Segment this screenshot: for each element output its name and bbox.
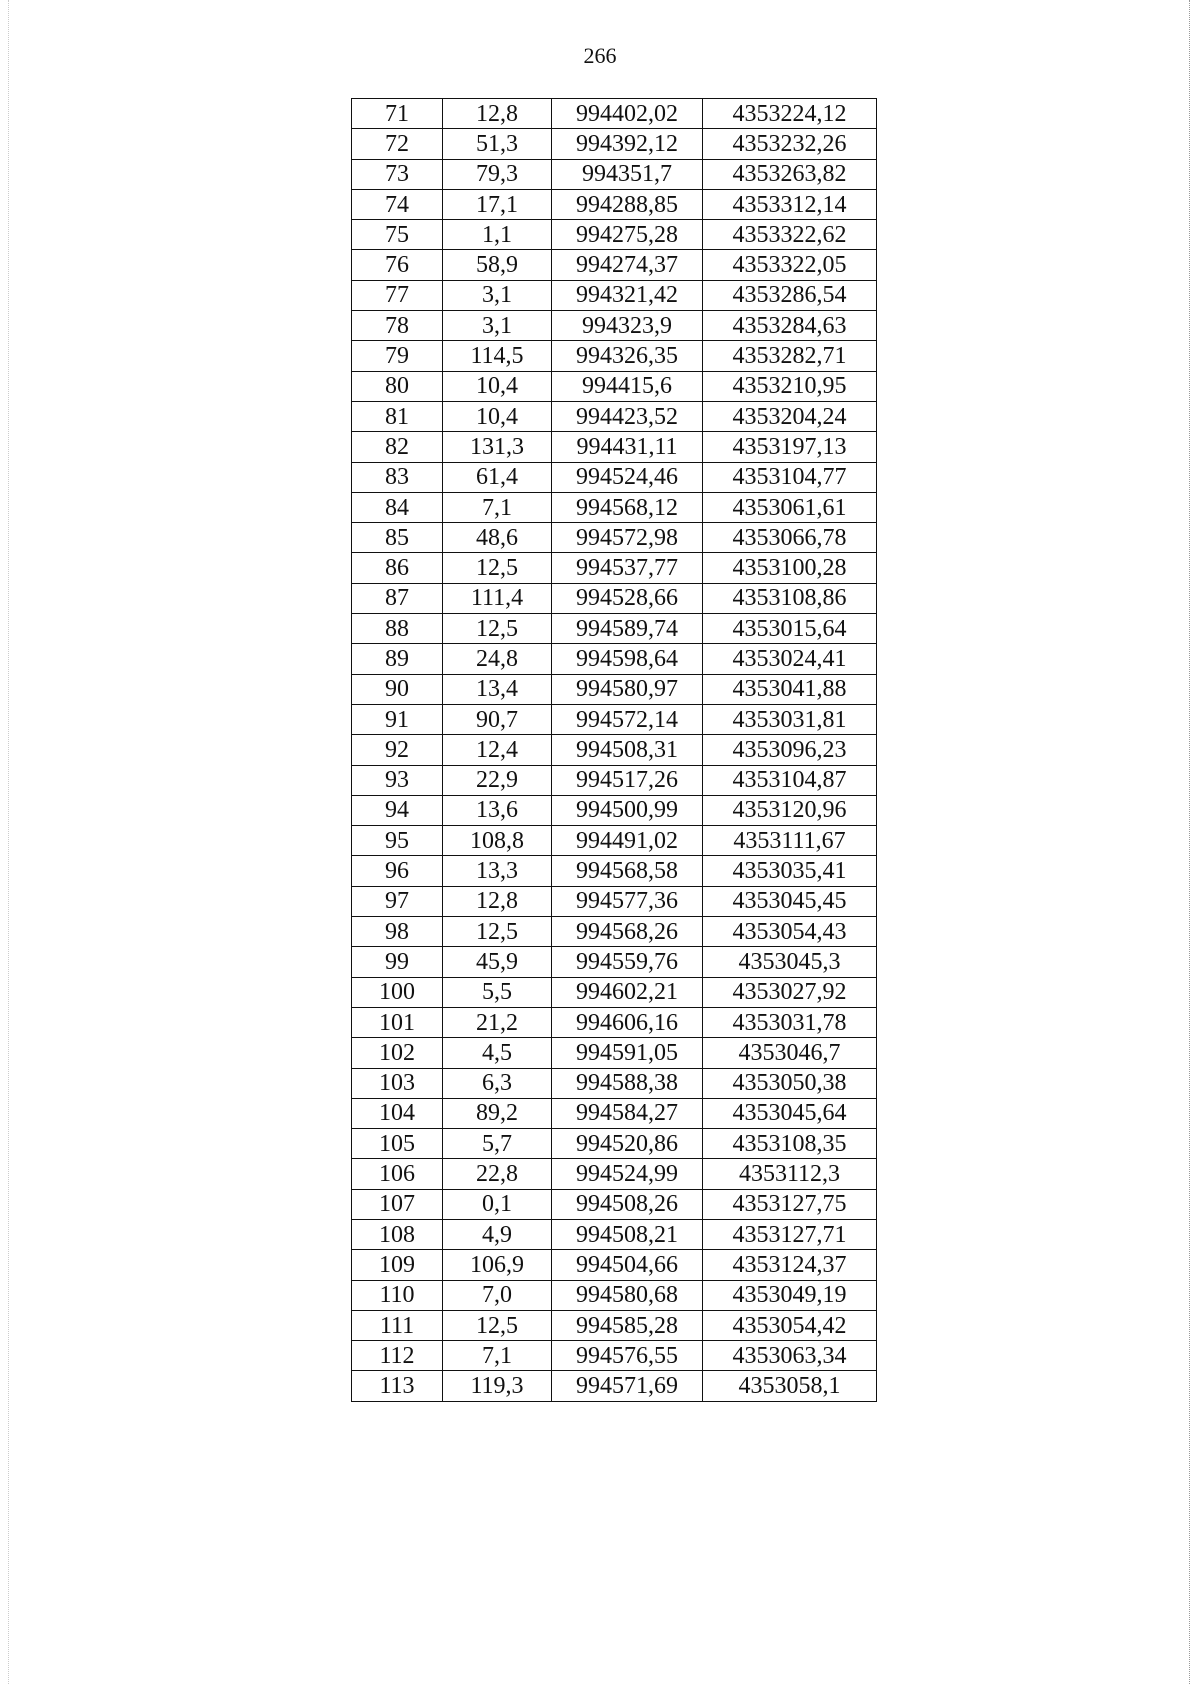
point-number-cell: 80 <box>352 371 443 401</box>
y-coordinate-cell: 4353045,64 <box>703 1098 877 1128</box>
x-coordinate-cell: 994508,26 <box>552 1189 703 1219</box>
y-coordinate-cell: 4353224,12 <box>703 99 877 129</box>
x-coordinate-cell: 994584,27 <box>552 1098 703 1128</box>
x-coordinate-cell: 994508,21 <box>552 1219 703 1249</box>
table-row <box>352 220 877 250</box>
point-number-cell: 73 <box>352 159 443 189</box>
x-coordinate-cell: 994524,99 <box>552 1159 703 1189</box>
x-coordinate-cell: 994602,21 <box>552 977 703 1007</box>
table-row <box>352 795 877 825</box>
y-coordinate-cell: 4353282,71 <box>703 341 877 371</box>
x-coordinate-cell: 994589,74 <box>552 614 703 644</box>
point-number-cell: 110 <box>352 1280 443 1310</box>
table-row <box>352 1007 877 1037</box>
segment-length-cell: 24,8 <box>443 644 552 674</box>
page-number: 266 <box>583 43 617 68</box>
y-coordinate-cell: 4353100,28 <box>703 553 877 583</box>
y-coordinate-cell: 4353058,1 <box>703 1371 877 1401</box>
segment-length-cell: 1,1 <box>443 220 552 250</box>
segment-length-cell: 114,5 <box>443 341 552 371</box>
point-number-cell: 87 <box>352 583 443 613</box>
point-number-cell: 103 <box>352 1068 443 1098</box>
y-coordinate-cell: 4353322,05 <box>703 250 877 280</box>
segment-length-cell: 12,5 <box>443 1310 552 1340</box>
point-number-cell: 111 <box>352 1310 443 1340</box>
x-coordinate-cell: 994577,36 <box>552 886 703 916</box>
x-coordinate-cell: 994431,11 <box>552 432 703 462</box>
segment-length-cell: 0,1 <box>443 1189 552 1219</box>
x-coordinate-cell: 994588,38 <box>552 1068 703 1098</box>
segment-length-cell: 89,2 <box>443 1098 552 1128</box>
point-number-cell: 97 <box>352 886 443 916</box>
point-number-cell: 76 <box>352 250 443 280</box>
x-coordinate-cell: 994323,9 <box>552 311 703 341</box>
table-row <box>352 341 877 371</box>
x-coordinate-cell: 994288,85 <box>552 189 703 219</box>
point-number-cell: 108 <box>352 1219 443 1249</box>
scan-edge-left <box>8 0 9 1684</box>
segment-length-cell: 108,8 <box>443 826 552 856</box>
y-coordinate-cell: 4353041,88 <box>703 674 877 704</box>
x-coordinate-cell: 994274,37 <box>552 250 703 280</box>
y-coordinate-cell: 4353096,23 <box>703 735 877 765</box>
y-coordinate-cell: 4353050,38 <box>703 1068 877 1098</box>
table-row <box>352 583 877 613</box>
table-row <box>352 159 877 189</box>
table-row <box>352 401 877 431</box>
segment-length-cell: 22,9 <box>443 765 552 795</box>
y-coordinate-cell: 4353104,87 <box>703 765 877 795</box>
point-number-cell: 109 <box>352 1250 443 1280</box>
segment-length-cell: 12,8 <box>443 886 552 916</box>
segment-length-cell: 45,9 <box>443 947 552 977</box>
point-number-cell: 113 <box>352 1371 443 1401</box>
segment-length-cell: 48,6 <box>443 523 552 553</box>
y-coordinate-cell: 4353045,3 <box>703 947 877 977</box>
segment-length-cell: 7,1 <box>443 1341 552 1371</box>
y-coordinate-cell: 4353204,24 <box>703 401 877 431</box>
point-number-cell: 107 <box>352 1189 443 1219</box>
y-coordinate-cell: 4353210,95 <box>703 371 877 401</box>
x-coordinate-cell: 994520,86 <box>552 1129 703 1159</box>
x-coordinate-cell: 994585,28 <box>552 1310 703 1340</box>
x-coordinate-cell: 994559,76 <box>552 947 703 977</box>
y-coordinate-cell: 4353312,14 <box>703 189 877 219</box>
segment-length-cell: 111,4 <box>443 583 552 613</box>
x-coordinate-cell: 994504,66 <box>552 1250 703 1280</box>
y-coordinate-cell: 4353063,34 <box>703 1341 877 1371</box>
y-coordinate-cell: 4353127,75 <box>703 1189 877 1219</box>
table-row <box>352 189 877 219</box>
point-number-cell: 85 <box>352 523 443 553</box>
point-number-cell: 99 <box>352 947 443 977</box>
x-coordinate-cell: 994568,26 <box>552 917 703 947</box>
table-row <box>352 523 877 553</box>
segment-length-cell: 21,2 <box>443 1007 552 1037</box>
point-number-cell: 81 <box>352 401 443 431</box>
x-coordinate-cell: 994415,6 <box>552 371 703 401</box>
table-row <box>352 856 877 886</box>
x-coordinate-cell: 994491,02 <box>552 826 703 856</box>
segment-length-cell: 90,7 <box>443 704 552 734</box>
table-row <box>352 1219 877 1249</box>
table-row <box>352 371 877 401</box>
table-row <box>352 1129 877 1159</box>
table-row <box>352 1371 877 1401</box>
x-coordinate-cell: 994517,26 <box>552 765 703 795</box>
segment-length-cell: 6,3 <box>443 1068 552 1098</box>
segment-length-cell: 22,8 <box>443 1159 552 1189</box>
segment-length-cell: 12,5 <box>443 553 552 583</box>
segment-length-cell: 7,0 <box>443 1280 552 1310</box>
point-number-cell: 102 <box>352 1038 443 1068</box>
point-number-cell: 79 <box>352 341 443 371</box>
segment-length-cell: 13,3 <box>443 856 552 886</box>
table-row <box>352 1280 877 1310</box>
y-coordinate-cell: 4353031,81 <box>703 704 877 734</box>
x-coordinate-cell: 994598,64 <box>552 644 703 674</box>
y-coordinate-cell: 4353015,64 <box>703 614 877 644</box>
point-number-cell: 90 <box>352 674 443 704</box>
table-row <box>352 462 877 492</box>
x-coordinate-cell: 994351,7 <box>552 159 703 189</box>
y-coordinate-cell: 4353024,41 <box>703 644 877 674</box>
segment-length-cell: 106,9 <box>443 1250 552 1280</box>
y-coordinate-cell: 4353322,62 <box>703 220 877 250</box>
point-number-cell: 94 <box>352 795 443 825</box>
y-coordinate-cell: 4353127,71 <box>703 1219 877 1249</box>
table-row <box>352 917 877 947</box>
table-row <box>352 1038 877 1068</box>
y-coordinate-cell: 4353061,61 <box>703 492 877 522</box>
x-coordinate-cell: 994580,68 <box>552 1280 703 1310</box>
point-number-cell: 104 <box>352 1098 443 1128</box>
x-coordinate-cell: 994576,55 <box>552 1341 703 1371</box>
table-row <box>352 99 877 129</box>
segment-length-cell: 7,1 <box>443 492 552 522</box>
table-row <box>352 129 877 159</box>
table-row <box>352 553 877 583</box>
table-row <box>352 1098 877 1128</box>
segment-length-cell: 10,4 <box>443 371 552 401</box>
table-row <box>352 947 877 977</box>
x-coordinate-cell: 994537,77 <box>552 553 703 583</box>
x-coordinate-cell: 994508,31 <box>552 735 703 765</box>
table-row <box>352 704 877 734</box>
y-coordinate-cell: 4353035,41 <box>703 856 877 886</box>
y-coordinate-cell: 4353284,63 <box>703 311 877 341</box>
segment-length-cell: 12,5 <box>443 614 552 644</box>
segment-length-cell: 12,4 <box>443 735 552 765</box>
scan-edge-right <box>1189 0 1190 1684</box>
table-row <box>352 765 877 795</box>
segment-length-cell: 3,1 <box>443 311 552 341</box>
segment-length-cell: 131,3 <box>443 432 552 462</box>
point-number-cell: 112 <box>352 1341 443 1371</box>
table-row <box>352 311 877 341</box>
x-coordinate-cell: 994402,02 <box>552 99 703 129</box>
point-number-cell: 88 <box>352 614 443 644</box>
y-coordinate-cell: 4353045,45 <box>703 886 877 916</box>
table-row <box>352 492 877 522</box>
table-row <box>352 432 877 462</box>
table-row <box>352 735 877 765</box>
point-number-cell: 83 <box>352 462 443 492</box>
y-coordinate-cell: 4353054,42 <box>703 1310 877 1340</box>
point-number-cell: 93 <box>352 765 443 795</box>
point-number-cell: 100 <box>352 977 443 1007</box>
y-coordinate-cell: 4353197,13 <box>703 432 877 462</box>
table-row <box>352 977 877 1007</box>
coordinates-table <box>351 98 877 1402</box>
segment-length-cell: 5,7 <box>443 1129 552 1159</box>
x-coordinate-cell: 994568,12 <box>552 492 703 522</box>
y-coordinate-cell: 4353286,54 <box>703 280 877 310</box>
table-row <box>352 280 877 310</box>
segment-length-cell: 79,3 <box>443 159 552 189</box>
point-number-cell: 96 <box>352 856 443 886</box>
table-row <box>352 614 877 644</box>
point-number-cell: 92 <box>352 735 443 765</box>
x-coordinate-cell: 994572,98 <box>552 523 703 553</box>
point-number-cell: 95 <box>352 826 443 856</box>
x-coordinate-cell: 994275,28 <box>552 220 703 250</box>
y-coordinate-cell: 4353263,82 <box>703 159 877 189</box>
x-coordinate-cell: 994591,05 <box>552 1038 703 1068</box>
point-number-cell: 105 <box>352 1129 443 1159</box>
table-row <box>352 1189 877 1219</box>
segment-length-cell: 17,1 <box>443 189 552 219</box>
table-row <box>352 1068 877 1098</box>
segment-length-cell: 58,9 <box>443 250 552 280</box>
table-row <box>352 1341 877 1371</box>
point-number-cell: 86 <box>352 553 443 583</box>
y-coordinate-cell: 4353112,3 <box>703 1159 877 1189</box>
segment-length-cell: 51,3 <box>443 129 552 159</box>
y-coordinate-cell: 4353124,37 <box>703 1250 877 1280</box>
table-row <box>352 644 877 674</box>
point-number-cell: 89 <box>352 644 443 674</box>
x-coordinate-cell: 994321,42 <box>552 280 703 310</box>
table-row <box>352 674 877 704</box>
segment-length-cell: 12,8 <box>443 99 552 129</box>
y-coordinate-cell: 4353049,19 <box>703 1280 877 1310</box>
point-number-cell: 106 <box>352 1159 443 1189</box>
table-row <box>352 1250 877 1280</box>
y-coordinate-cell: 4353232,26 <box>703 129 877 159</box>
segment-length-cell: 13,4 <box>443 674 552 704</box>
x-coordinate-cell: 994392,12 <box>552 129 703 159</box>
y-coordinate-cell: 4353046,7 <box>703 1038 877 1068</box>
point-number-cell: 84 <box>352 492 443 522</box>
point-number-cell: 72 <box>352 129 443 159</box>
x-coordinate-cell: 994572,14 <box>552 704 703 734</box>
point-number-cell: 91 <box>352 704 443 734</box>
table-row <box>352 826 877 856</box>
x-coordinate-cell: 994524,46 <box>552 462 703 492</box>
segment-length-cell: 10,4 <box>443 401 552 431</box>
x-coordinate-cell: 994580,97 <box>552 674 703 704</box>
segment-length-cell: 3,1 <box>443 280 552 310</box>
segment-length-cell: 4,5 <box>443 1038 552 1068</box>
segment-length-cell: 61,4 <box>443 462 552 492</box>
x-coordinate-cell: 994568,58 <box>552 856 703 886</box>
point-number-cell: 77 <box>352 280 443 310</box>
segment-length-cell: 119,3 <box>443 1371 552 1401</box>
table-row <box>352 1159 877 1189</box>
y-coordinate-cell: 4353108,86 <box>703 583 877 613</box>
point-number-cell: 98 <box>352 917 443 947</box>
x-coordinate-cell: 994500,99 <box>552 795 703 825</box>
segment-length-cell: 4,9 <box>443 1219 552 1249</box>
table-body <box>352 99 877 1402</box>
y-coordinate-cell: 4353054,43 <box>703 917 877 947</box>
point-number-cell: 71 <box>352 99 443 129</box>
table-row <box>352 1310 877 1340</box>
x-coordinate-cell: 994571,69 <box>552 1371 703 1401</box>
segment-length-cell: 12,5 <box>443 917 552 947</box>
point-number-cell: 78 <box>352 311 443 341</box>
segment-length-cell: 13,6 <box>443 795 552 825</box>
y-coordinate-cell: 4353104,77 <box>703 462 877 492</box>
y-coordinate-cell: 4353066,78 <box>703 523 877 553</box>
x-coordinate-cell: 994528,66 <box>552 583 703 613</box>
point-number-cell: 101 <box>352 1007 443 1037</box>
point-number-cell: 82 <box>352 432 443 462</box>
point-number-cell: 74 <box>352 189 443 219</box>
y-coordinate-cell: 4353031,78 <box>703 1007 877 1037</box>
x-coordinate-cell: 994326,35 <box>552 341 703 371</box>
point-number-cell: 75 <box>352 220 443 250</box>
y-coordinate-cell: 4353111,67 <box>703 826 877 856</box>
x-coordinate-cell: 994606,16 <box>552 1007 703 1037</box>
table-row <box>352 886 877 916</box>
segment-length-cell: 5,5 <box>443 977 552 1007</box>
x-coordinate-cell: 994423,52 <box>552 401 703 431</box>
y-coordinate-cell: 4353027,92 <box>703 977 877 1007</box>
y-coordinate-cell: 4353120,96 <box>703 795 877 825</box>
table-row <box>352 250 877 280</box>
y-coordinate-cell: 4353108,35 <box>703 1129 877 1159</box>
